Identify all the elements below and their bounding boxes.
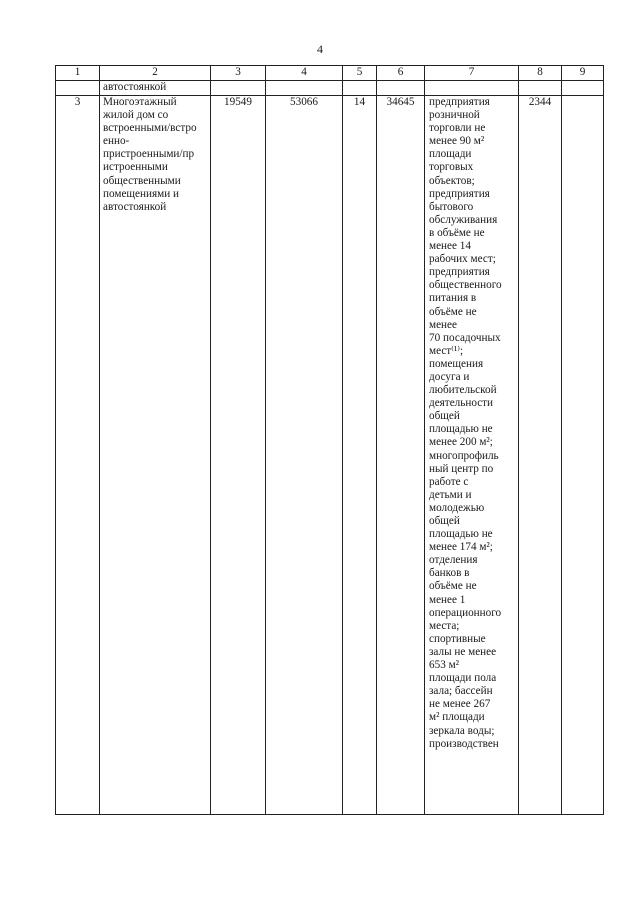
cell-text-line: 653 м² [429, 659, 460, 672]
column-header: 7 [425, 66, 519, 81]
table-cell [211, 81, 266, 96]
column-header: 3 [211, 66, 266, 81]
cell-text-line: общественного [429, 279, 502, 292]
cell-text-line: производствен [429, 737, 499, 750]
table-header-row [56, 66, 604, 81]
cell-text-line: 70 посадочных [429, 331, 501, 344]
table-cell-value [562, 96, 604, 815]
cell-text-line: молодежью [429, 501, 485, 514]
table-cell [343, 81, 377, 96]
table-cell-value: 2344 [519, 96, 562, 815]
cell-text-line: енно- [103, 135, 130, 148]
table-cell-facilities [425, 96, 519, 815]
page-number: 4 [317, 42, 323, 56]
cell-text-line: помещения [429, 357, 484, 370]
cell-text-line: бытового [429, 200, 474, 213]
cell-text-line: общей [429, 410, 460, 423]
cell-text-line: досуга и [429, 370, 470, 383]
cell-text-line: объектов; [429, 174, 475, 187]
table-cell [266, 81, 343, 96]
table-cell-value: 53066 [266, 96, 343, 815]
continuation-row [56, 81, 604, 96]
table-cell [562, 81, 604, 96]
data-table [55, 65, 604, 815]
cell-text-line: спортивные [429, 632, 486, 645]
cell-text-line: менее [429, 318, 457, 331]
cell-text-line: питания в [429, 292, 477, 305]
column-header: 6 [377, 66, 425, 81]
cell-text-line: помещениями и [103, 187, 179, 200]
table-row [56, 96, 604, 815]
cell-text-line: работе с [429, 475, 469, 488]
cell-text-line: жилой дом со [103, 109, 169, 122]
column-header: 5 [343, 66, 377, 81]
cell-text-line: объёме не [429, 305, 477, 318]
cell-text-line: места; [429, 619, 460, 632]
table-cell [377, 81, 425, 96]
table-cell-value: 14 [343, 96, 377, 815]
table-cell-value: 34645 [377, 96, 425, 815]
cell-text-line: отделения [429, 554, 478, 567]
cell-text-line: площадью не [429, 528, 493, 541]
cell-text-line: обслуживания [429, 213, 498, 226]
cell-text-line: ный центр по [429, 462, 494, 475]
cell-text-line: не менее 267 [429, 698, 491, 711]
cell-text-line: предприятия [429, 187, 490, 200]
cell-text-line: любительской [429, 384, 497, 397]
cell-text-line: площадью не [429, 423, 493, 436]
cell-text-line: залы не менее [429, 645, 497, 658]
cell-text-line: детьми и [429, 488, 472, 501]
cell-text-line: торговых [429, 161, 474, 174]
table-cell-value: 19549 [211, 96, 266, 815]
cell-text-line: предприятия [429, 266, 490, 279]
cell-text-line: менее 90 м² [429, 135, 485, 148]
cell-text-line: площади [429, 148, 472, 161]
cell-text-line: зала; бассейн [429, 685, 493, 698]
cell-text-line: зеркала воды; [429, 724, 495, 737]
column-header: 4 [266, 66, 343, 81]
cell-text-line: мест⁽¹⁾; [429, 344, 464, 357]
table-cell-object-name: автостоянкой [100, 81, 211, 96]
cell-text-line: розничной [429, 109, 480, 122]
table-cell [425, 81, 519, 96]
cell-text-line: деятельности [429, 397, 494, 410]
column-header: 9 [562, 66, 604, 81]
cell-text-line: банков в [429, 567, 470, 580]
cell-text-line: менее 174 м²; [429, 541, 493, 554]
cell-text-line: автостоянкой [103, 200, 167, 213]
cell-text-line: многопрофиль [429, 449, 499, 462]
cell-text-line: встроенными/встро [103, 122, 197, 135]
cell-text-line: предприятия [429, 96, 490, 108]
cell-text-line: истроенными [103, 161, 168, 174]
column-header: 8 [519, 66, 562, 81]
cell-text-line: менее 200 м²; [429, 436, 493, 449]
cell-text-line: общественными [103, 174, 181, 187]
cell-text-line: рабочих мест; [429, 253, 496, 266]
table-cell [56, 81, 100, 96]
cell-text-line: операционного [429, 606, 502, 619]
cell-text-line: объёме не [429, 580, 477, 593]
cell-text-line: в объёме не [429, 226, 485, 239]
table-cell-object-name [100, 96, 211, 815]
table-cell-row-number: 3 [56, 96, 100, 815]
cell-text-line: менее 14 [429, 240, 471, 253]
column-header: 2 [100, 66, 211, 81]
cell-text-line: м² площади [429, 711, 485, 724]
table-cell [519, 81, 562, 96]
cell-text-line: пристроенными/пр [103, 148, 195, 161]
cell-text-line: общей [429, 515, 460, 527]
cell-text-line: площади пола [429, 672, 497, 685]
cell-text-line: Многоэтажный [103, 96, 177, 108]
cell-text-line: менее 1 [429, 593, 466, 606]
cell-text-line: торговли не [429, 122, 486, 135]
column-header: 1 [56, 66, 100, 81]
